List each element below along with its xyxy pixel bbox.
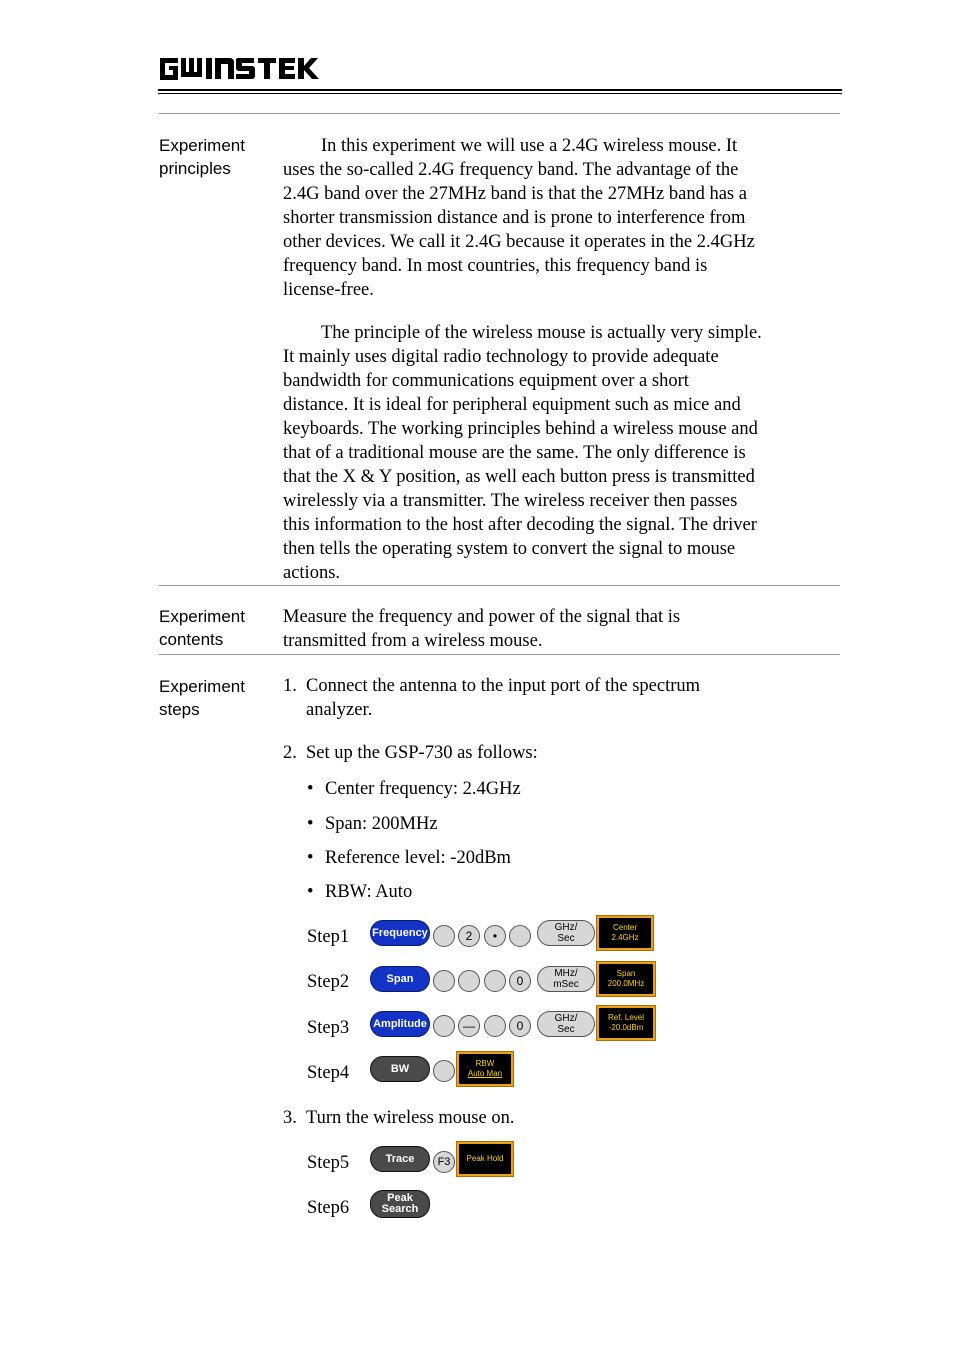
digit-0-key[interactable]: 0: [509, 970, 531, 992]
digit-key[interactable]: [484, 1015, 506, 1037]
section-divider: [159, 113, 840, 114]
step-number-1: 1.: [283, 676, 297, 696]
bullet-item: • Center frequency: 2.4GHz: [307, 779, 521, 799]
step4-label: Step4: [307, 1063, 350, 1083]
frequency-key[interactable]: Frequency: [370, 920, 430, 946]
step-text-1: Connect the antenna to the input port of the spectrum analyzer.: [306, 676, 701, 720]
section-divider: [159, 585, 840, 586]
rbw-softkey[interactable]: RBW Auto Man: [457, 1052, 513, 1086]
peak-hold-softkey[interactable]: Peak Hold: [457, 1142, 513, 1176]
header-rule-thin: [158, 93, 842, 94]
f3-key[interactable]: F3: [433, 1151, 455, 1173]
trace-key[interactable]: Trace: [370, 1146, 430, 1172]
ref-level-softkey[interactable]: Ref. Level -20.0dBm: [597, 1006, 655, 1040]
digit-key[interactable]: [433, 925, 455, 947]
principles-body: [283, 134, 839, 585]
principles-para-2: The principle of the wireless mouse is actually very simple. It mainly uses digital radio technology to provide adequate bandwidth for communications equipment over a short distance. It is ideal for peripheral equipment such as mice and keyboards. The working principles behind a wireless mouse and that of a traditional mouse are the same. The only difference is that the X & Y position, as well each button press is transmitted wirelessly via a transmitter. The wireless receiver then passes this information to the host after decoding the signal. The driver then tells the operating system to convert the signal to mouse actions.: [283, 323, 762, 583]
decimal-key[interactable]: •: [484, 925, 506, 947]
minus-key[interactable]: —: [458, 1015, 480, 1037]
center-softkey[interactable]: Center 2.4GHz: [597, 916, 653, 950]
step-number-3: 3.: [283, 1108, 297, 1128]
steps-label: Experiment steps: [159, 677, 245, 719]
step5-label: Step5: [307, 1153, 350, 1173]
header-rule: [158, 89, 842, 91]
peak-search-key[interactable]: Peak Search: [370, 1190, 430, 1218]
bw-key[interactable]: BW: [370, 1056, 430, 1082]
f-key[interactable]: [433, 1060, 455, 1082]
digit-key[interactable]: [509, 925, 531, 947]
digit-key[interactable]: [484, 970, 506, 992]
principles-para-1: In this experiment we will use a 2.4G wireless mouse. It uses the so-called 2.4G frequency band. The advantage of the 2.4G band over the 27MHz band is that the 27MHz band has a shorter transmission distance and is prone to interference from other devices. We call it 2.4G because it operates in the 2.4GHz frequency band. In most countries, this frequency band is license-free.: [283, 136, 755, 300]
bullet-item: • RBW: Auto: [307, 882, 413, 902]
ghz-sec-key[interactable]: GHz/ Sec: [537, 1011, 595, 1037]
digit-key[interactable]: [458, 970, 480, 992]
digit-key[interactable]: [433, 970, 455, 992]
step1-label: Step1: [307, 927, 350, 947]
contents-label: Experiment contents: [159, 607, 245, 649]
amplitude-key[interactable]: Amplitude: [370, 1011, 430, 1037]
span-key[interactable]: Span: [370, 966, 430, 992]
step-number-2: 2.: [283, 743, 297, 763]
mhz-msec-key[interactable]: MHz/ mSec: [537, 966, 595, 992]
gw-instek-logo: [158, 54, 323, 82]
digit-2-key[interactable]: 2: [458, 925, 480, 947]
ghz-sec-key[interactable]: GHz/ Sec: [537, 920, 595, 946]
span-softkey[interactable]: Span 200.0MHz: [597, 962, 655, 996]
step6-label: Step6: [307, 1198, 350, 1218]
section-divider: [159, 654, 840, 655]
step2-label: Step2: [307, 972, 350, 992]
principles-label: Experiment principles: [159, 136, 245, 178]
step-text-2: Set up the GSP-730 as follows:: [306, 743, 538, 763]
digit-0-key[interactable]: 0: [509, 1015, 531, 1037]
contents-body: Measure the frequency and power of the signal that is transmitted from a wireless mouse.: [283, 607, 681, 651]
step-text-3: Turn the wireless mouse on.: [306, 1108, 515, 1128]
bullet-item: • Reference level: -20dBm: [307, 848, 511, 868]
bullet-item: • Span: 200MHz: [307, 814, 438, 834]
digit-key[interactable]: [433, 1015, 455, 1037]
step3-label: Step3: [307, 1018, 350, 1038]
